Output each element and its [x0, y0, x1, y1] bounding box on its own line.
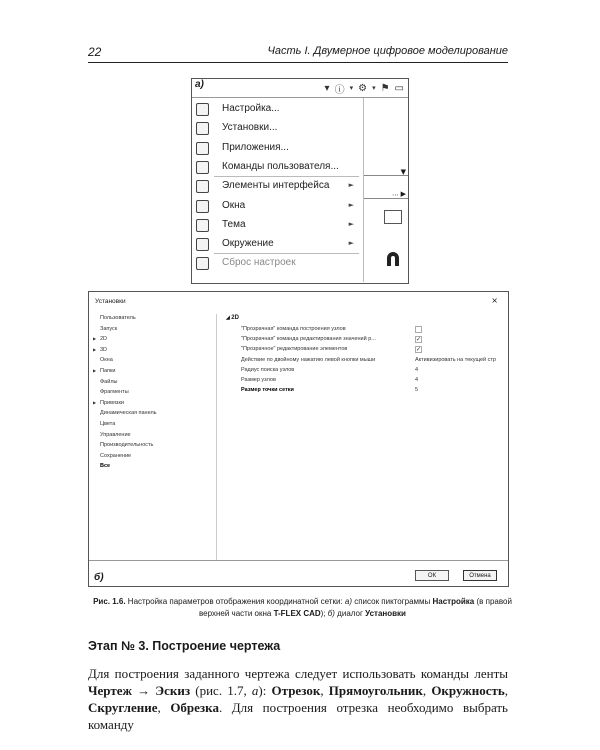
tree-item-label: Фрагменты: [100, 389, 129, 396]
submenu-arrow-icon: ►: [348, 219, 354, 228]
chevron-down-icon[interactable]: ▾: [349, 84, 354, 92]
body-text: Для построения заданного чертежа следует использовать команды ленты: [88, 666, 508, 681]
tree-item[interactable]: [93, 347, 107, 353]
menu-item[interactable]: [192, 100, 362, 119]
figure-caption: [90, 596, 515, 620]
flag-icon[interactable]: ⚑: [380, 82, 390, 94]
body-text: ,: [320, 683, 329, 698]
magnet-icon[interactable]: [384, 250, 402, 268]
tree-item[interactable]: [93, 400, 124, 406]
caption-nastroyka: Настройка: [432, 597, 475, 606]
checkmark-icon: ✓: [416, 337, 422, 344]
property-name: Радиус поиска узлов: [241, 366, 295, 373]
menu-item-label: Окна: [222, 199, 246, 211]
section-label: 2D: [231, 315, 239, 321]
chevron-down-icon[interactable]: ▾: [372, 84, 376, 92]
empty-checkbox-icon: [415, 326, 422, 333]
caption-ustanovki: Установки: [365, 609, 406, 618]
tree-item[interactable]: [93, 315, 136, 321]
submenu-arrow-icon: ►: [348, 200, 354, 209]
expand-arrow-icon: ▶: [93, 368, 97, 373]
ribbon-fragment: [363, 98, 409, 282]
property-checkbox[interactable]: [415, 326, 422, 335]
tree-item-label: Управление: [100, 431, 131, 438]
body-paragraph: [88, 665, 508, 733]
property-checkbox[interactable]: [415, 336, 422, 343]
property-value[interactable]: 4: [415, 377, 419, 383]
menu-item-label: Команды пользователя...: [222, 160, 339, 172]
user-commands-icon: [196, 161, 209, 174]
expand-arrow-icon: ▶: [93, 399, 97, 405]
brush-icon: [196, 219, 209, 232]
tree-item[interactable]: [93, 336, 107, 342]
tree-item-label: Файлы: [100, 378, 118, 385]
reset-icon: [196, 257, 209, 270]
body-text: . Для построения отрезка необходимо выбрать команду: [88, 700, 508, 732]
dotted-icon: ⋯: [392, 191, 399, 199]
property-name: "Прозрачная" команда построения узлов: [241, 326, 346, 332]
window-icon: [196, 200, 209, 213]
caption-text: диалог: [334, 609, 366, 618]
caption-number: Рис. 1.6.: [93, 597, 126, 606]
menu-item[interactable]: [192, 158, 362, 177]
tree-item-label: Папки: [100, 368, 116, 374]
environment-icon: [196, 238, 209, 251]
tree-item[interactable]: [93, 432, 131, 438]
body-text: →: [131, 683, 156, 698]
tree-item-label: Производительность: [100, 442, 154, 449]
caption-text: Настройка параметров отображения координатной сетки:: [125, 597, 345, 606]
menu-item[interactable]: [192, 119, 362, 138]
dialog-footer-divider: [89, 560, 508, 561]
page-number: 22: [88, 45, 102, 59]
property-name: Размер точки сетки: [241, 387, 294, 394]
property-value[interactable]: Активизировать на текущей стр: [415, 356, 496, 363]
body-term: Отрезок: [271, 683, 321, 698]
panel-divider: [216, 314, 217, 560]
menu-item-label: Тема: [222, 218, 246, 230]
body-text: (рис. 1.7,: [190, 683, 252, 698]
property-value[interactable]: 5: [415, 387, 419, 394]
tree-item-label: 3D: [100, 346, 108, 353]
chevron-down-icon[interactable]: ▼: [400, 168, 406, 176]
dialog-title: Установки: [95, 298, 126, 305]
menu-item[interactable]: [192, 177, 362, 196]
submenu-arrow-icon: ►: [348, 181, 354, 190]
tree-item-label: Привязки: [100, 399, 124, 406]
menu-item[interactable]: [192, 216, 362, 235]
caption-tflex: T-FLEX CAD: [273, 609, 321, 618]
property-row[interactable]: [241, 387, 503, 398]
menu-item-label: Настройка...: [222, 103, 280, 114]
section-2d[interactable]: [226, 315, 239, 321]
tools-icon: [196, 122, 209, 135]
ok-button[interactable]: ОК: [415, 570, 449, 581]
menu-item[interactable]: [192, 139, 362, 158]
expand-arrow-icon: ▶: [93, 346, 97, 352]
figure-a-label: а): [195, 79, 204, 90]
expand-arrow-icon: ◢: [226, 315, 232, 321]
caption-text: список пиктограммы: [352, 597, 433, 606]
window-icon[interactable]: ▭: [394, 82, 404, 94]
caption-b: б): [327, 609, 335, 618]
toolbar-strip: [192, 79, 408, 98]
menu-item-label: Окружение: [222, 238, 274, 250]
tree-item-label: Сохранение: [100, 452, 132, 459]
body-text: ,: [504, 683, 508, 698]
property-name: "Прозрачное" редактирование элементов: [241, 346, 348, 353]
caption-a: а): [344, 597, 352, 606]
tree-item[interactable]: [93, 442, 153, 448]
toolbar-icons: [325, 81, 404, 95]
help-icon[interactable]: ⓘ: [334, 84, 345, 96]
running-title: Часть I. Двумерное цифровое моделирование: [267, 45, 508, 57]
figure-a-settings-menu: [191, 78, 409, 284]
body-term: Скругление: [88, 700, 158, 715]
body-term: Чертеж: [88, 683, 132, 698]
puzzle-icon: [196, 142, 209, 155]
chevron-right-icon[interactable]: ▶: [400, 190, 406, 198]
interface-icon: [196, 180, 209, 193]
property-name: Действие по двойному нажатию левой кнопки мыши: [241, 356, 376, 363]
body-text: ):: [258, 683, 272, 698]
pin-icon[interactable]: ▾: [324, 82, 330, 94]
section-heading: Этап № 3. Построение чертежа: [88, 639, 281, 653]
submenu-arrow-icon: ►: [348, 239, 354, 248]
menu-item[interactable]: [192, 235, 362, 254]
figure-b-settings-dialog: [88, 291, 509, 587]
body-term: Эскиз: [155, 683, 191, 698]
figure-b-label: б): [94, 572, 104, 583]
tree-item-label: Цвета: [100, 421, 116, 427]
gear-icon[interactable]: ⚙: [358, 82, 368, 94]
property-checkbox[interactable]: [415, 346, 422, 353]
close-icon[interactable]: ×: [491, 296, 498, 305]
body-term: Окружность: [431, 683, 505, 698]
tree-item[interactable]: [93, 463, 110, 469]
tree-item-label: Все: [100, 463, 111, 470]
tree-item[interactable]: [93, 453, 131, 459]
property-value[interactable]: 4: [415, 366, 419, 373]
running-header: [88, 44, 508, 63]
tree-item[interactable]: [93, 357, 113, 363]
ribbon-divider: [364, 198, 409, 199]
body-text: ,: [422, 683, 432, 698]
body-italic: а: [251, 683, 259, 698]
menu-item-label: Элементы интерфейса: [222, 180, 330, 192]
body-term: Обрезка: [170, 700, 219, 715]
cancel-button[interactable]: Отмена: [463, 570, 497, 581]
menu-item-label: Установки...: [222, 122, 278, 134]
tree-item[interactable]: [93, 379, 117, 385]
settings-dropdown: [192, 98, 362, 282]
tree-item[interactable]: [93, 389, 129, 395]
tree-item-label: Запуск: [100, 325, 118, 332]
property-name: "Прозрачная" команда редактирования значений р...: [241, 336, 376, 343]
tree-item-label: Пользователь: [100, 315, 136, 321]
tree-item-label: Динамическая панель: [100, 410, 157, 417]
menu-item[interactable]: [192, 254, 362, 273]
tree-item[interactable]: [93, 421, 115, 427]
menu-item[interactable]: [192, 197, 362, 216]
gear-icon: [196, 103, 209, 116]
tree-item[interactable]: [93, 368, 115, 374]
ribbon-square-icon[interactable]: [384, 210, 402, 224]
body-text: ,: [157, 700, 171, 715]
menu-item-label: Сброс настроек: [222, 257, 296, 269]
body-term: Прямоугольник: [328, 683, 423, 698]
tree-item-label: 2D: [100, 336, 108, 343]
checkmark-icon: ✓: [416, 347, 422, 354]
tree-item[interactable]: [93, 326, 117, 332]
tree-item[interactable]: [93, 410, 157, 416]
caption-text: );: [320, 609, 328, 618]
expand-arrow-icon: ▶: [93, 336, 97, 342]
menu-item-label: Приложения...: [222, 141, 289, 153]
property-name: Размер узлов: [241, 377, 276, 383]
tree-item-label: Окна: [100, 357, 113, 364]
caption-text: (в правой верхней части окна: [199, 597, 512, 618]
